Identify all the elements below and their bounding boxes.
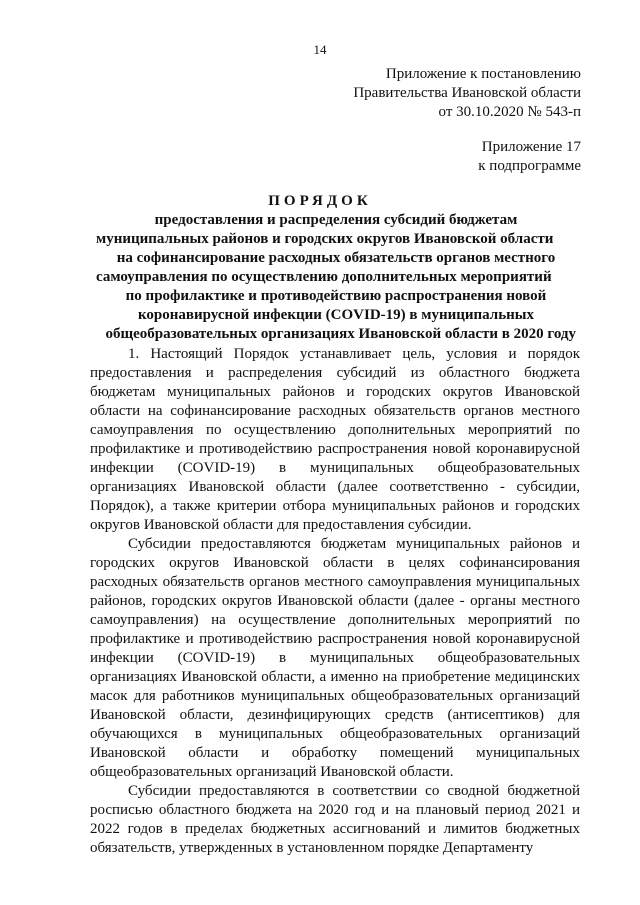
page-number: 14 [313, 42, 327, 57]
body-paragraph: Субсидии предоставляются бюджетам муниципальных районов и городских округов Ивановской области в целях софинансирования расходных обязательств органов местного самоуправления муниципальных районов, городских округов Ивановской области (далее - органы местного самоуправления) на осуществление дополнительных мероприятий по профилактике и противодействию распространения новой коронавирусной инфекции (COVID-19) в муниципальных общеобразовательных организациях Ивановской области, а именно на приобретение медицинских масок для работников муниципальных общеобразовательных организаций Ивановской области, дезинфицирующих средств (антисептиков) для обучающихся в муниципальных общеобразовательных организаций Ивановской области и обработку помещений муниципальных общеобразовательных организаций Ивановской области. [90, 536, 580, 780]
document-body [90, 345, 580, 858]
appendix-line: Правительства Ивановской области [353, 85, 581, 101]
subtitle-line: по профилактике и противодействию распространения новой [125, 288, 547, 304]
sub-appendix-reference [478, 138, 581, 176]
document-subtitle [96, 211, 576, 344]
subtitle-line: предоставления и распределения субсидий бюджетам [154, 212, 518, 228]
body-paragraph: Субсидии предоставляются в соответствии со сводной бюджетной росписью областного бюджета на 2020 год и на плановый период 2021 и 2022 годов в пределах бюджетных ассигнований и лимитов бюджетных обязательств, утвержденных в установленном порядке Департаменту [90, 783, 580, 856]
appendix-line: Приложение к постановлению [385, 66, 581, 82]
subtitle-line: общеобразовательных организациях Ивановской области в 2020 году [105, 326, 576, 342]
sub-appendix-line: Приложение 17 [481, 139, 581, 155]
appendix-line: от 30.10.2020 № 543-п [438, 104, 581, 120]
sub-appendix-line: к подпрограмме [478, 158, 581, 174]
subtitle-line: муниципальных районов и городских округов Ивановской области [96, 231, 554, 247]
subtitle-line: коронавирусной инфекции (COVID-19) в муниципальных [137, 307, 535, 323]
appendix-reference [353, 65, 581, 122]
body-paragraph: 1. Настоящий Порядок устанавливает цель, условия и порядок предоставления и распределения субсидий из областного бюджета бюджетам муниципальных районов и городских округов Ивановской области на софинансирование расходных обязательств органов местного самоуправления по осуществлению дополнительных мероприятий по профилактике и противодействию распространения новой коронавирусной инфекции (COVID-19) в муниципальных общеобразовательных организациях Ивановской области (далее соответственно - субсидии, Порядок), а также критерии отбора муниципальных районов и городских округов Ивановской области для предоставления субсидии. [90, 346, 580, 533]
subtitle-line: на софинансирование расходных обязательств органов местного [116, 250, 556, 266]
document-title: ПОРЯДОК [268, 193, 372, 209]
subtitle-line: самоуправления по осуществлению дополнительных мероприятий [96, 269, 552, 285]
